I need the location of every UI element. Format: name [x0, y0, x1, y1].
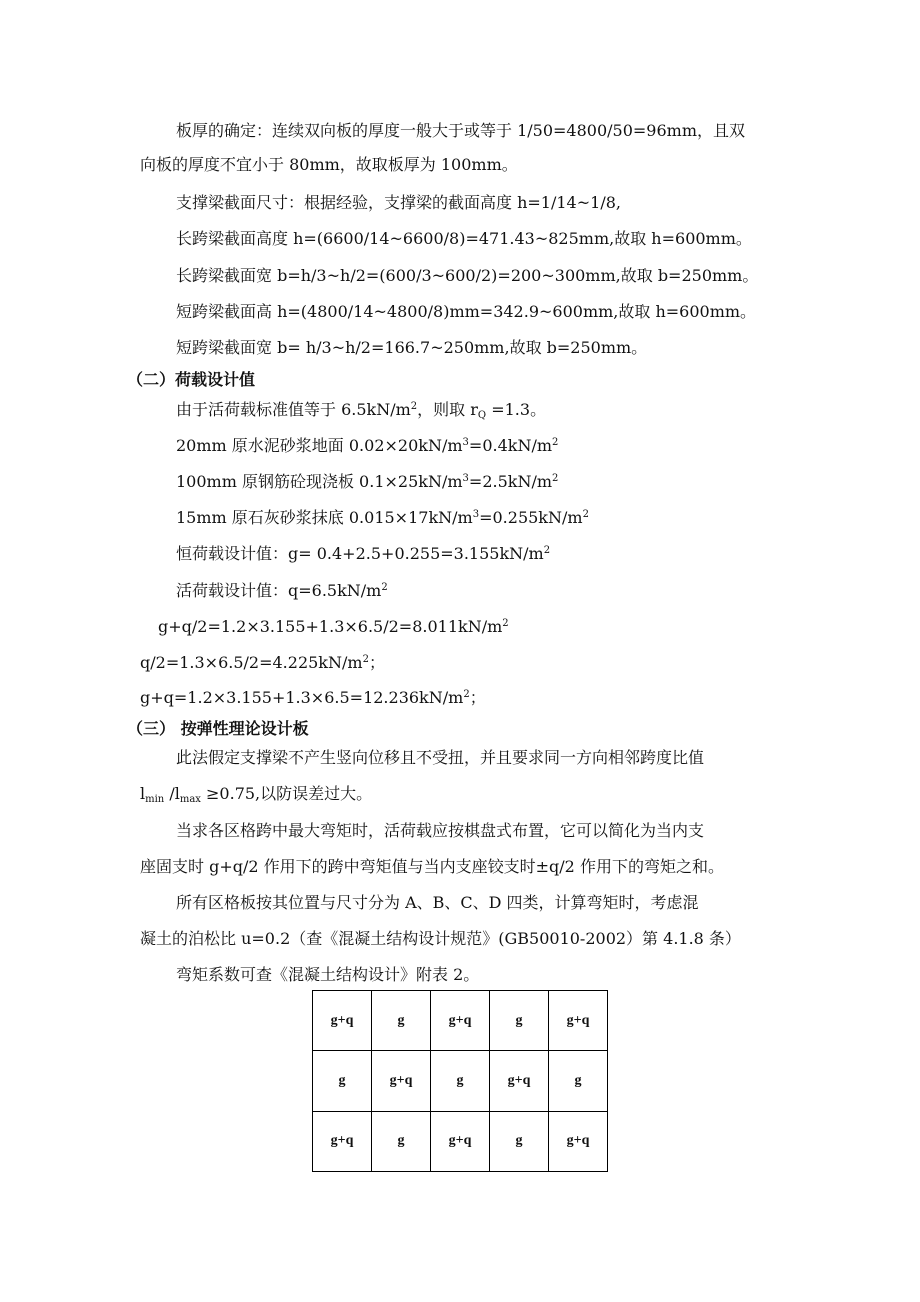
line-g-plus-half-q: $g+q/2=1.2\times 3.155+1.3\times 6.5/2=8.011kN/m^2$ — [158, 617, 509, 636]
table-cell: g — [372, 1111, 431, 1171]
table-cell: g+q — [431, 1111, 490, 1171]
line-long-beam-width: 长跨梁截面宽 b=h/3~h/2=(600/3~600/2)=200~300mm,故取 b=250mm。 — [176, 266, 759, 285]
line-short-beam-height: 短跨梁截面高 h=(4800/14~4800/8)mm=342.9~600mm,故取 h=600mm。 — [176, 302, 757, 321]
paragraph-slab-classes-cont: 凝土的泊松比 u=0.2（查《混凝土结构设计规范》(GB50010-2002）第 4.1.8 条） — [140, 929, 741, 948]
table-row — [313, 1051, 608, 1111]
line-concrete-slab: 100mm 原钢筋砼现浇板 $0.1\times 25kN/m^3=2.5kN/m^2$ — [176, 472, 559, 491]
line-half-q: $q/2=1.3\times 6.5/2=4.225kN/m^2$； — [140, 653, 385, 672]
line-short-beam-width: 短跨梁截面宽 b= h/3~h/2=166.7~250mm,故取 b=250mm。 — [176, 338, 648, 357]
line-live-load-factor: 由于活荷载标准值等于 $6.5kN/m^2$，则取 $r_Q =1.3$。 — [176, 400, 547, 421]
line-mortar-floor: 20mm 原水泥砂浆地面 $0.02\times 20kN/m^3=0.4kN/m^2$ — [176, 436, 559, 455]
table-row — [313, 991, 608, 1051]
line-lime-plaster: 15mm 原石灰砂浆抹底 $0.015\times 17kN/m^3=0.255kN/m^2$ — [176, 508, 589, 527]
section-heading-elastic-theory: （三） 按弹性理论设计板 — [127, 719, 309, 738]
paragraph-slab-thickness-cont: 向板的厚度不宜小于 80mm，故取板厚为 100mm。 — [140, 155, 518, 174]
section-heading-load-design: （二）荷载设计值 — [127, 370, 256, 389]
paragraph-moment-coefficient: 弯矩系数可查《混凝土结构设计》附表 2。 — [176, 965, 480, 984]
table-row — [313, 1111, 608, 1171]
table-cell: g+q — [372, 1051, 431, 1111]
paragraph-checkerboard: 当求各区格跨中最大弯矩时，活荷载应按棋盘式布置，它可以简化为当内支 — [176, 821, 705, 840]
line-span-ratio: $l_{min}$ $/l_{max} \ge 0.75$,以防误差过大。 — [140, 784, 373, 805]
table-cell: g+q — [490, 1051, 549, 1111]
table-cell: g+q — [313, 1111, 372, 1171]
table-cell: g+q — [431, 991, 490, 1051]
line-long-beam-height: 长跨梁截面高度 h=(6600/14~6600/8)=471.43~825mm,故取 h=600mm。 — [176, 229, 752, 248]
table-cell: g+q — [549, 991, 608, 1051]
table-cell: g — [490, 991, 549, 1051]
table-cell: g — [372, 991, 431, 1051]
paragraph-slab-thickness: 板厚的确定：连续双向板的厚度一般大于或等于 1/50=4800/50=96mm，且双 — [176, 121, 746, 140]
line-live-load: 活荷载设计值：$q=6.5kN/m^2$ — [176, 581, 388, 600]
paragraph-beam-section: 支撑梁截面尺寸：根据经验，支撑梁的截面高度 h=1/14~1/8, — [176, 193, 621, 212]
table-cell: g — [549, 1051, 608, 1111]
line-dead-load: 恒荷载设计值：$g= 0.4+2.5+0.255=3.155kN/m^2$ — [176, 544, 551, 563]
table-cell: g — [431, 1051, 490, 1111]
paragraph-assumption: 此法假定支撑梁不产生竖向位移且不受扭，并且要求同一方向相邻跨度比值 — [176, 748, 705, 767]
paragraph-slab-classes: 所有区格板按其位置与尺寸分为 A、B、C、D 四类，计算弯矩时，考虑混 — [176, 893, 699, 912]
table-cell: g — [490, 1111, 549, 1171]
table-cell: g — [313, 1051, 372, 1111]
checkerboard-load-table — [312, 990, 608, 1172]
table-cell: g+q — [549, 1111, 608, 1171]
table-cell: g+q — [313, 991, 372, 1051]
paragraph-checkerboard-cont: 座固支时 g+q/2 作用下的跨中弯矩值与当内支座铰支时±q/2 作用下的弯矩之和。 — [140, 857, 724, 876]
line-g-plus-q: $g+q=1.2\times 3.155+1.3\times 6.5=12.236kN/m^2$； — [140, 688, 486, 707]
